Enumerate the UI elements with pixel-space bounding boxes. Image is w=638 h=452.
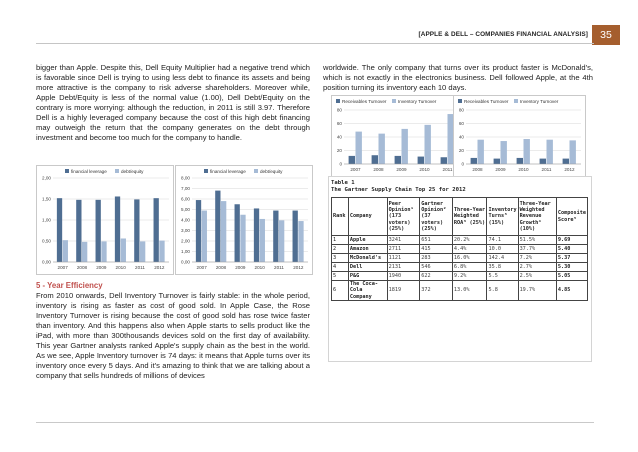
dell-leverage-chart <box>175 165 313 275</box>
legend-swatch <box>115 169 119 173</box>
y-tick-label: 5,00 <box>181 207 190 213</box>
bar <box>273 211 278 262</box>
table-cell: 546 <box>420 263 453 272</box>
bar <box>349 156 355 164</box>
leverage-paragraph: bigger than Apple. Despite this, Dell Equity Multiplier had a negative trend which is favorable since Dell is trying to using less debt to finance its assets and being more attractive is the company to risk adverse shareholders. Moreover while, Apple Debt/Equity is less of the normal value (1.00), Dell Debt/Equity on the contrary is more worrying: although the reduction, in 2011 is still 3.97. Therefore Dell is a highly leveraged company because the cost of this high debt financing may outweigh the return that the company generates on the debt through investment and become too much for the company to handle. <box>36 63 310 142</box>
x-tick-label: 2010 <box>518 167 529 172</box>
legend-swatch <box>392 99 396 103</box>
y-tick-label: 60 <box>336 121 342 127</box>
footer-divider <box>36 422 594 423</box>
y-tick-label: 0,00 <box>42 259 51 265</box>
legend-label: debt/equity <box>260 169 283 174</box>
page-number: 35 <box>592 25 620 45</box>
legend-swatch <box>204 169 208 173</box>
running-header: [APPLE & DELL – COMPANIES FINANCIAL ANALYSIS] <box>418 31 588 38</box>
table-cell: 372 <box>420 281 453 301</box>
table-cell: 142.4 <box>487 254 518 263</box>
table-cell: 5.5 <box>487 272 518 281</box>
bar <box>115 196 120 262</box>
legend-swatch <box>336 99 340 103</box>
x-tick-label: 2012 <box>293 265 304 270</box>
table-row <box>332 281 588 301</box>
bar <box>215 191 220 262</box>
table-row <box>332 272 588 281</box>
table-cell: 9.69 <box>556 236 587 245</box>
bar <box>202 211 207 262</box>
table-cell: 1121 <box>387 254 420 263</box>
bar <box>441 157 447 164</box>
bar <box>121 238 126 262</box>
x-tick-label: 2007 <box>350 167 361 172</box>
th-peer-opinion: Peer Opinion¹ (173 voters) (25%) <box>387 198 420 236</box>
table-cell: 622 <box>420 272 453 281</box>
bar <box>63 240 68 262</box>
bar <box>501 141 507 164</box>
bar <box>279 220 284 262</box>
bar <box>235 204 240 262</box>
th-revenue-growth: Three-Year Weighted Revenue Growth⁴ (10%) <box>518 198 556 236</box>
apple-turnover-chart <box>331 95 464 177</box>
bar <box>221 201 226 262</box>
turnover-paragraph: worldwide. The only company that turns over its product faster is McDonald's, which is not exactly in the electronics business. Dell followed Apple, at the 4th position turning its inventory each 10 days. <box>323 63 593 92</box>
bar <box>402 129 408 164</box>
x-tick-label: 2009 <box>495 167 506 172</box>
y-tick-label: 40 <box>458 134 464 140</box>
legend-label: Receivables Turnover <box>464 99 509 104</box>
legend-label: financial leverage <box>71 169 107 174</box>
left-column <box>36 63 310 143</box>
legend-swatch <box>514 99 518 103</box>
table-row <box>332 245 588 254</box>
th-roa: Three-Year Weighted ROA³ (25%) <box>452 198 487 236</box>
bar <box>140 241 145 262</box>
dell-leverage-svg <box>176 166 312 274</box>
bar <box>101 241 106 262</box>
th-gartner-opinion: Gartner Opinion² (37 voters) (25%) <box>420 198 453 236</box>
table-cell: Apple <box>348 236 387 245</box>
x-tick-label: 2008 <box>215 265 227 270</box>
y-tick-label: 1,00 <box>42 217 51 223</box>
x-tick-label: 2009 <box>235 265 246 270</box>
bar <box>395 156 401 164</box>
y-tick-label: 4,00 <box>181 217 190 223</box>
bar <box>159 241 164 262</box>
table-cell: 5 <box>332 272 349 281</box>
apple-leverage-chart <box>36 165 174 275</box>
y-tick-label: 1,00 <box>181 249 190 255</box>
x-tick-label: 2010 <box>115 265 126 270</box>
table-cell: 19.7% <box>518 281 556 301</box>
table-cell: 2131 <box>387 263 420 272</box>
y-tick-label: 20 <box>458 148 464 154</box>
table-cell: 4.85 <box>556 281 587 301</box>
bar <box>298 221 303 262</box>
bar <box>372 155 378 164</box>
right-column <box>323 63 593 93</box>
y-tick-label: 1,50 <box>42 196 51 202</box>
x-tick-label: 2010 <box>419 167 430 172</box>
table-row <box>332 263 588 272</box>
x-tick-label: 2011 <box>135 265 145 270</box>
gartner-table <box>331 197 588 301</box>
bar <box>57 198 62 262</box>
table-cell: 2.7% <box>518 263 556 272</box>
bar <box>547 140 553 164</box>
table-cell: 3 <box>332 254 349 263</box>
y-tick-label: 7,00 <box>181 186 190 192</box>
table-cell: 2 <box>332 245 349 254</box>
table-cell: 7.2% <box>518 254 556 263</box>
y-tick-label: 0,50 <box>42 238 51 244</box>
bar <box>517 158 523 164</box>
table-cell: 6.8% <box>452 263 487 272</box>
table-title: The Gartner Supply Chain Top 25 for 2012 <box>331 187 466 193</box>
legend-label: debt/equity <box>121 169 144 174</box>
x-tick-label: 2007 <box>196 265 207 270</box>
legend-swatch <box>254 169 258 173</box>
bar <box>356 132 362 164</box>
bar <box>478 140 484 164</box>
dell-turnover-chart <box>453 95 586 177</box>
legend-label: Inventory Turnover <box>520 99 559 104</box>
table-cell: 5.40 <box>556 245 587 254</box>
table-cell: 2.5% <box>518 272 556 281</box>
bar <box>134 199 139 262</box>
table-cell: 6 <box>332 281 349 301</box>
table-cell: 283 <box>420 254 453 263</box>
table-cell: 1819 <box>387 281 420 301</box>
table-label: Table 1 <box>331 180 355 186</box>
y-tick-label: 8,00 <box>181 175 190 181</box>
x-tick-label: 2009 <box>96 265 107 270</box>
header-divider <box>36 43 594 44</box>
table-cell: McDonald's <box>348 254 387 263</box>
y-tick-label: 0 <box>461 161 464 167</box>
bar <box>240 215 245 262</box>
table-cell: 651 <box>420 236 453 245</box>
apple-leverage-svg <box>37 166 173 274</box>
y-tick-label: 80 <box>458 107 464 113</box>
table-cell: 1940 <box>387 272 420 281</box>
bar <box>82 242 87 262</box>
bar <box>196 200 201 262</box>
bar <box>418 157 424 164</box>
bar <box>260 219 265 262</box>
table-cell: The Coca-Cola Company <box>348 281 387 301</box>
bar <box>471 158 477 164</box>
table-cell: Dell <box>348 263 387 272</box>
th-rank: Rank <box>332 198 349 236</box>
apple-turnover-svg <box>332 96 463 176</box>
x-tick-label: 2008 <box>472 167 483 172</box>
table-cell: 2711 <box>387 245 420 254</box>
x-tick-label: 2011 <box>442 167 453 172</box>
y-tick-label: 3,00 <box>181 228 190 234</box>
legend-swatch <box>458 99 462 103</box>
bar <box>563 159 569 164</box>
x-tick-label: 2011 <box>541 167 552 172</box>
legend-label: Inventory Turnover <box>398 99 437 104</box>
x-tick-label: 2010 <box>254 265 265 270</box>
bar <box>76 200 81 262</box>
legend-label: financial leverage <box>210 169 246 174</box>
y-tick-label: 0 <box>339 161 342 167</box>
table-cell: 5.05 <box>556 272 587 281</box>
y-tick-label: 60 <box>458 121 464 127</box>
table-cell: 5.30 <box>556 263 587 272</box>
y-tick-label: 40 <box>336 134 342 140</box>
bar <box>293 211 298 262</box>
th-company: Company <box>348 198 387 236</box>
table-cell: 5.37 <box>556 254 587 263</box>
y-tick-label: 6,00 <box>181 196 190 202</box>
bar <box>96 200 101 262</box>
table-cell: P&G <box>348 272 387 281</box>
table-cell: 74.1 <box>487 236 518 245</box>
table-header-row <box>332 198 588 236</box>
dell-turnover-svg <box>454 96 585 176</box>
bar <box>154 198 159 262</box>
table-cell: 1 <box>332 236 349 245</box>
bar <box>425 125 431 164</box>
x-tick-label: 2011 <box>274 265 284 270</box>
table-cell: 16.0% <box>452 254 487 263</box>
efficiency-paragraph: From 2010 onwards, Dell Inventory Turnover is fairly stable: in the whole period, inventory is rising as faster as cost of good sold. In Apple Case, the Rose Inventory Turnover is rising because the cost of good sold has rose twice faster than inventory. And this happens also when Apple starts to sells product like the iPad, with more than 300thousands devices sold on the first day of availability. This year Gartner analysts ranked Apple's supply chain as the best in the world. As we see, Apple Inventory turnover is 74 days: it means that Apple turns over its inventory once every 5 days. And it's amazing to think that we are talking about a company that sells hundreds of millions of devices <box>36 291 310 380</box>
x-tick-label: 2012 <box>564 167 575 172</box>
bar <box>540 159 546 164</box>
y-tick-label: 2,00 <box>181 238 190 244</box>
th-composite-score: Composite Score⁵ <box>556 198 587 236</box>
y-tick-label: 0,00 <box>181 259 190 265</box>
bar <box>254 208 259 262</box>
x-tick-label: 2009 <box>396 167 407 172</box>
table-row <box>332 254 588 263</box>
table-cell: 9.2% <box>452 272 487 281</box>
efficiency-column <box>36 291 310 381</box>
table-cell: 5.8 <box>487 281 518 301</box>
gartner-table-figure <box>328 176 592 362</box>
table-body <box>332 236 588 301</box>
y-tick-label: 20 <box>336 148 342 154</box>
table-cell: 415 <box>420 245 453 254</box>
table-cell: 37.7% <box>518 245 556 254</box>
table-cell: 20.2% <box>452 236 487 245</box>
legend-swatch <box>65 169 69 173</box>
table-row <box>332 236 588 245</box>
table-cell: 13.0% <box>452 281 487 301</box>
x-tick-label: 2007 <box>57 265 68 270</box>
table-caption <box>331 180 466 194</box>
section-title: 5 - Year Efficiency <box>36 281 103 290</box>
bar <box>379 134 385 164</box>
x-tick-label: 2008 <box>76 265 88 270</box>
y-tick-label: 80 <box>336 107 342 113</box>
x-tick-label: 2012 <box>154 265 165 270</box>
table-cell: 51.5% <box>518 236 556 245</box>
y-tick-label: 2,00 <box>42 175 51 181</box>
th-inventory-turns: Inventory Turns³ (15%) <box>487 198 518 236</box>
x-tick-label: 2008 <box>373 167 384 172</box>
bar <box>494 159 500 164</box>
table-cell: 4.4% <box>452 245 487 254</box>
table-cell: 4 <box>332 263 349 272</box>
table-cell: 3241 <box>387 236 420 245</box>
legend-label: Receivables Turnover <box>342 99 387 104</box>
table-cell: 10.0 <box>487 245 518 254</box>
table-cell: 35.8 <box>487 263 518 272</box>
table-cell: Amazon <box>348 245 387 254</box>
bar <box>570 140 576 164</box>
bar <box>524 139 530 164</box>
